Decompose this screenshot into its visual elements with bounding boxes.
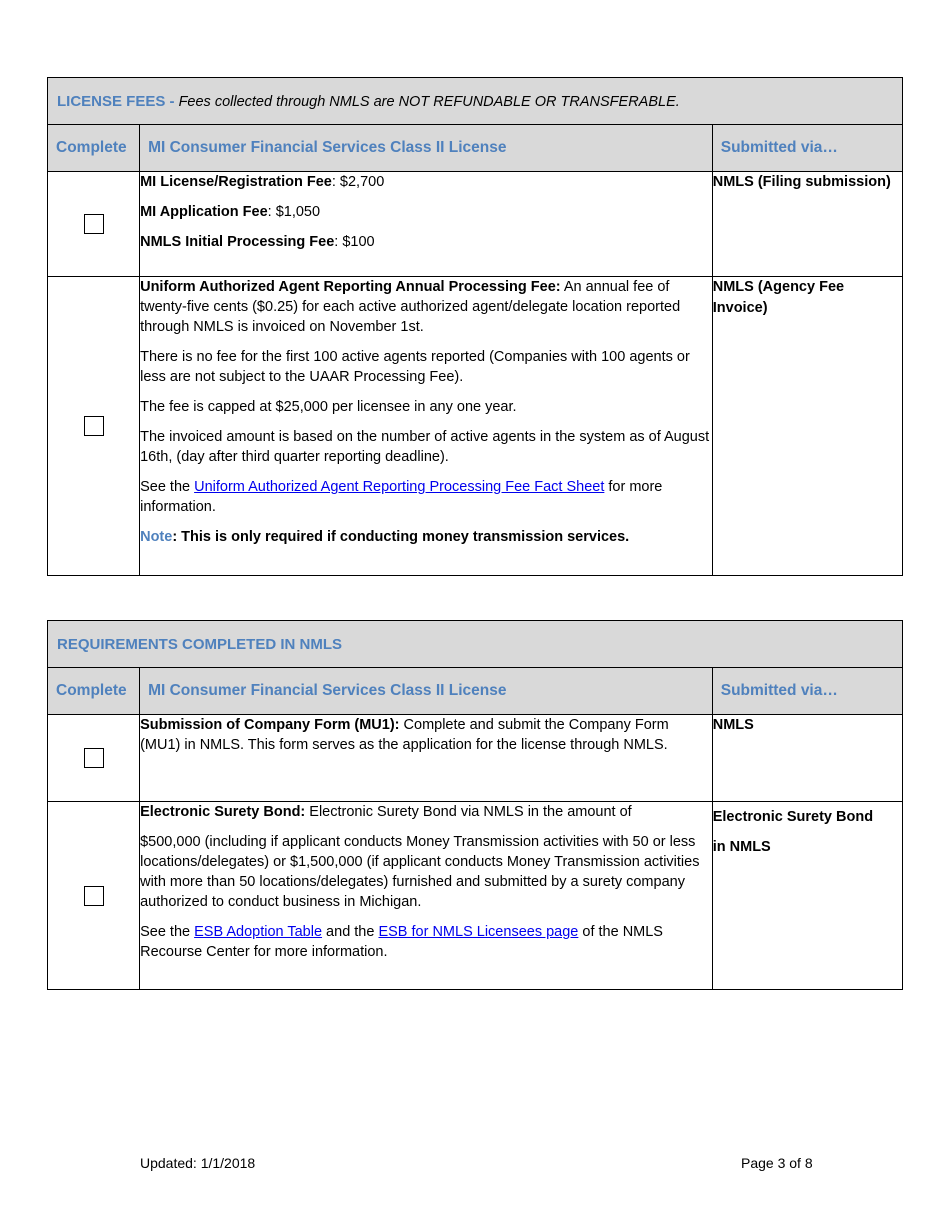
requirements-table	[47, 620, 903, 990]
esb-nmls-licensees-link[interactable]: ESB for NMLS Licensees page	[378, 924, 579, 940]
table-row	[48, 277, 903, 576]
header-complete: Complete	[48, 125, 140, 172]
fee-item	[140, 202, 712, 222]
text: See the	[140, 924, 195, 940]
uaar-fee-description	[140, 277, 713, 576]
esb-adoption-table-link[interactable]: ESB Adoption Table	[194, 924, 323, 940]
header-license: MI Consumer Financial Services Class II License	[140, 125, 713, 172]
header-submitted-via: Submitted via…	[712, 668, 902, 715]
uaar-fee-text: An annual fee of twenty-five cents ($0.25) for each active authorized agent/delegate location reported through NMLS is invoiced on November 1st.	[140, 279, 681, 335]
text: of the NMLS Recourse Center for more information.	[140, 924, 663, 960]
paragraph: The fee is capped at $25,000 per licensee in any one year.	[140, 399, 517, 415]
checkbox-cell	[48, 277, 140, 576]
company-form-description	[140, 715, 713, 802]
license-fees-title-row	[48, 78, 903, 125]
requirements-title: REQUIREMENTS COMPLETED IN NMLS	[57, 635, 343, 653]
surety-bond-description	[140, 802, 713, 990]
complete-checkbox[interactable]	[84, 416, 104, 436]
fee-label: NMLS Initial Processing Fee	[140, 234, 335, 250]
requirements-title-row	[48, 621, 903, 668]
table-row	[48, 802, 903, 990]
table-row	[48, 715, 903, 802]
license-fees-table	[47, 77, 903, 576]
paragraph: There is no fee for the first 100 active agents reported (Companies with 100 agents or less are not subject to the UAAR Processing Fee).	[140, 349, 690, 385]
submitted-via-value	[712, 802, 902, 990]
fee-value: : $100	[334, 234, 375, 250]
uaar-fee-label: Uniform Authorized Agent Reporting Annual Processing Fee:	[140, 279, 561, 295]
fee-item	[140, 232, 712, 252]
paragraph	[140, 715, 712, 755]
fee-label: MI Application Fee	[140, 204, 268, 220]
surety-bond-label: Electronic Surety Bond:	[140, 804, 306, 820]
footer-page-number: Page 3 of 8	[741, 1155, 813, 1171]
license-fees-subtitle: Fees collected through NMLS are NOT REFUNDABLE OR TRANSFERABLE.	[178, 93, 680, 110]
requirements-header-row	[48, 668, 903, 715]
submitted-line: Electronic Surety Bond	[712, 809, 874, 825]
paragraph: The invoiced amount is based on the number of active agents in the system as of August 16th, (day after third quarter reporting deadline).	[140, 429, 710, 465]
footer-updated: Updated: 1/1/2018	[140, 1155, 256, 1171]
header-license: MI Consumer Financial Services Class II License	[140, 668, 713, 715]
note-label: Note	[140, 529, 173, 545]
text: See the	[140, 479, 195, 495]
company-form-label: Submission of Company Form (MU1):	[140, 717, 400, 733]
note	[140, 527, 712, 547]
fee-list	[140, 172, 713, 277]
note-text: : This is only required if conducting money transmission services.	[172, 529, 630, 545]
license-fees-title: LICENSE FEES -	[57, 92, 175, 110]
text: and the	[322, 924, 379, 940]
paragraph	[140, 802, 712, 822]
company-form-text: Complete and submit the Company Form (MU1) in NMLS. This form serves as the application for the license through NMLS.	[140, 717, 669, 753]
surety-bond-text: Electronic Surety Bond via NMLS in the amount of	[305, 804, 632, 820]
submitted-via-value: NMLS (Filing submission)	[712, 172, 902, 277]
complete-checkbox[interactable]	[84, 748, 104, 768]
checkbox-cell	[48, 172, 140, 277]
license-fees-header-row	[48, 125, 903, 172]
fee-item	[140, 172, 712, 192]
submitted-via-value: NMLS	[712, 715, 902, 802]
submitted-line: in NMLS	[712, 839, 771, 855]
text: for more information.	[140, 479, 663, 515]
complete-checkbox[interactable]	[84, 214, 104, 234]
checkbox-cell	[48, 715, 140, 802]
fee-label: MI License/Registration Fee	[140, 174, 332, 190]
checkbox-cell	[48, 802, 140, 990]
complete-checkbox[interactable]	[84, 886, 104, 906]
fee-value: : $1,050	[267, 204, 321, 220]
paragraph: $500,000 (including if applicant conducts Money Transmission activities with 50 or less locations/delegates) or $1,500,000 (if applicant conducts Money Transmission activities with more than 50 locations/delegates) furnished and submitted by a surety company authorized to conduct business in Michigan.	[140, 834, 700, 910]
table-row	[48, 172, 903, 277]
paragraph	[140, 277, 712, 337]
paragraph	[140, 922, 712, 962]
header-complete: Complete	[48, 668, 140, 715]
submitted-via-value: NMLS (Agency Fee Invoice)	[712, 277, 902, 576]
uaar-fact-sheet-link[interactable]: Uniform Authorized Agent Reporting Processing Fee Fact Sheet	[194, 479, 605, 495]
fee-value: : $2,700	[331, 174, 385, 190]
header-submitted-via: Submitted via…	[712, 125, 902, 172]
paragraph	[140, 477, 712, 517]
